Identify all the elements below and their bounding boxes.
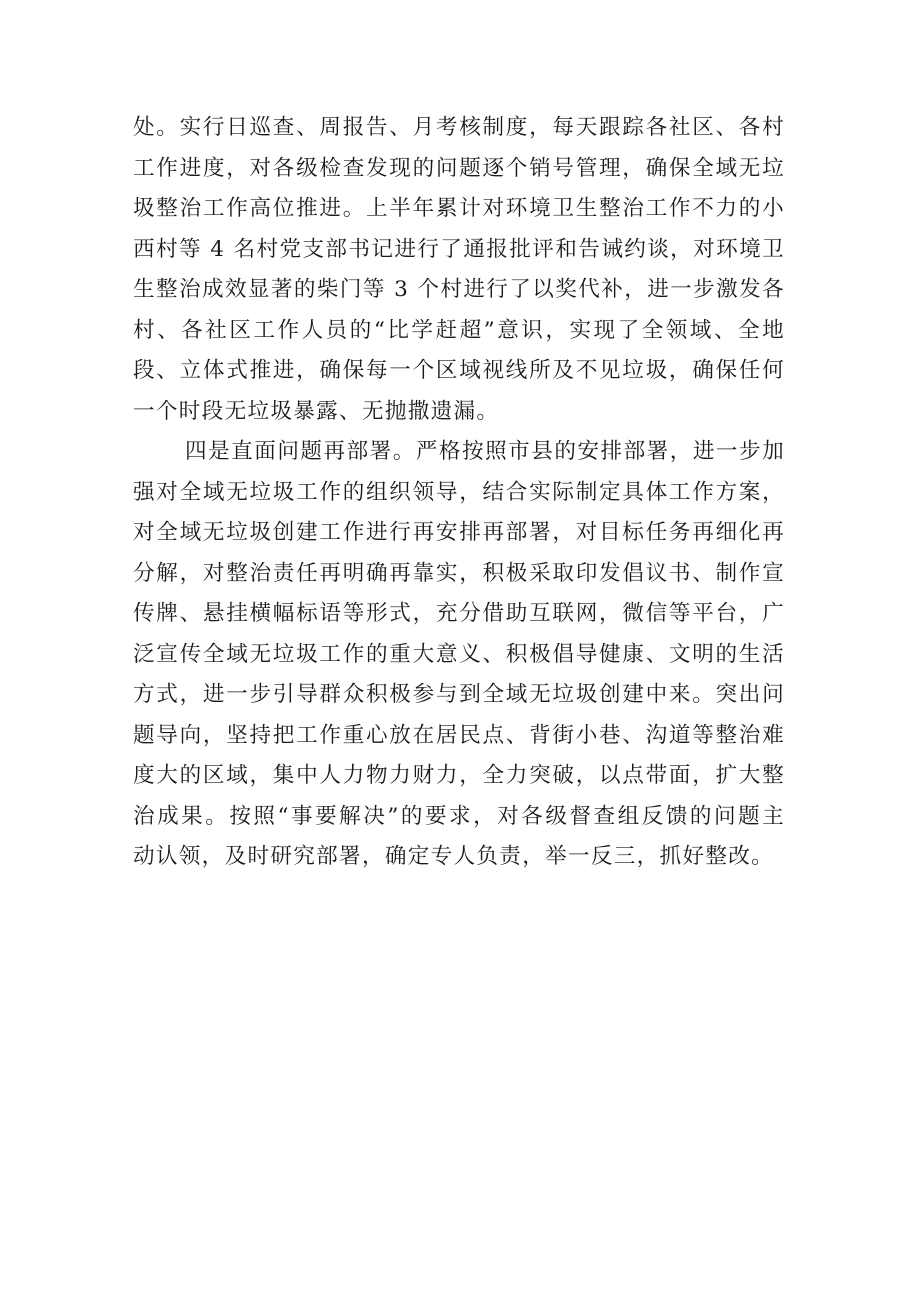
text-line: 动认领，及时研究部署，确定专人负责，举一反三，抓好整改。 (133, 844, 775, 869)
text-line: 段、立体式推进，确保每一个区域视线所及不见垃圾，确保任何 (133, 358, 785, 383)
text-line: 四是直面问题再部署。严格按照市县的安排部署，进一步加 (185, 439, 785, 464)
paragraph-1 (133, 108, 785, 432)
text-line: 工作进度，对各级检查发现的问题逐个销号管理，确保全域无垃 (133, 155, 785, 181)
text-line: 生整治成效显著的柴门等 3 个村进行了以奖代补，进一步激发各 (133, 277, 785, 302)
paragraph-2 (133, 432, 785, 878)
document-body (133, 108, 785, 878)
text-line: 村、各社区工作人员的“比学赶超”意识，实现了全领域、全地 (133, 317, 785, 343)
text-line: 治成果。按照“事要解决”的要求，对各级督查组反馈的问题主 (133, 803, 785, 829)
text-line: 分解，对整治责任再明确再靠实，积极采取印发倡议书、制作宣 (133, 560, 785, 586)
text-line: 题导向，坚持把工作重心放在居民点、背街小巷、沟道等整治难 (133, 722, 785, 748)
text-line: 一个时段无垃圾暴露、无抛撒遗漏。 (133, 398, 500, 424)
text-line: 度大的区域，集中人力物力财力，全力突破，以点带面，扩大整 (133, 763, 785, 788)
text-line: 泛宣传全域无垃圾工作的重大意义、积极倡导健康、文明的生活 (133, 641, 785, 667)
text-line: 传牌、悬挂横幅标语等形式，充分借助互联网，微信等平台，广 (133, 601, 785, 626)
text-line: 西村等 4 名村党支部书记进行了通报批评和告诫约谈，对环境卫 (133, 236, 785, 262)
text-line: 处。实行日巡查、周报告、月考核制度，每天跟踪各社区、各村 (133, 115, 785, 140)
text-line: 方式，进一步引导群众积极参与到全域无垃圾创建中来。突出问 (133, 682, 785, 707)
text-line: 强对全域无垃圾工作的组织领导，结合实际制定具体工作方案， (133, 479, 785, 505)
text-line: 对全域无垃圾创建工作进行再安排再部署，对目标任务再细化再 (133, 520, 785, 545)
text-line: 圾整治工作高位推进。上半年累计对环境卫生整治工作不力的小 (133, 196, 785, 221)
